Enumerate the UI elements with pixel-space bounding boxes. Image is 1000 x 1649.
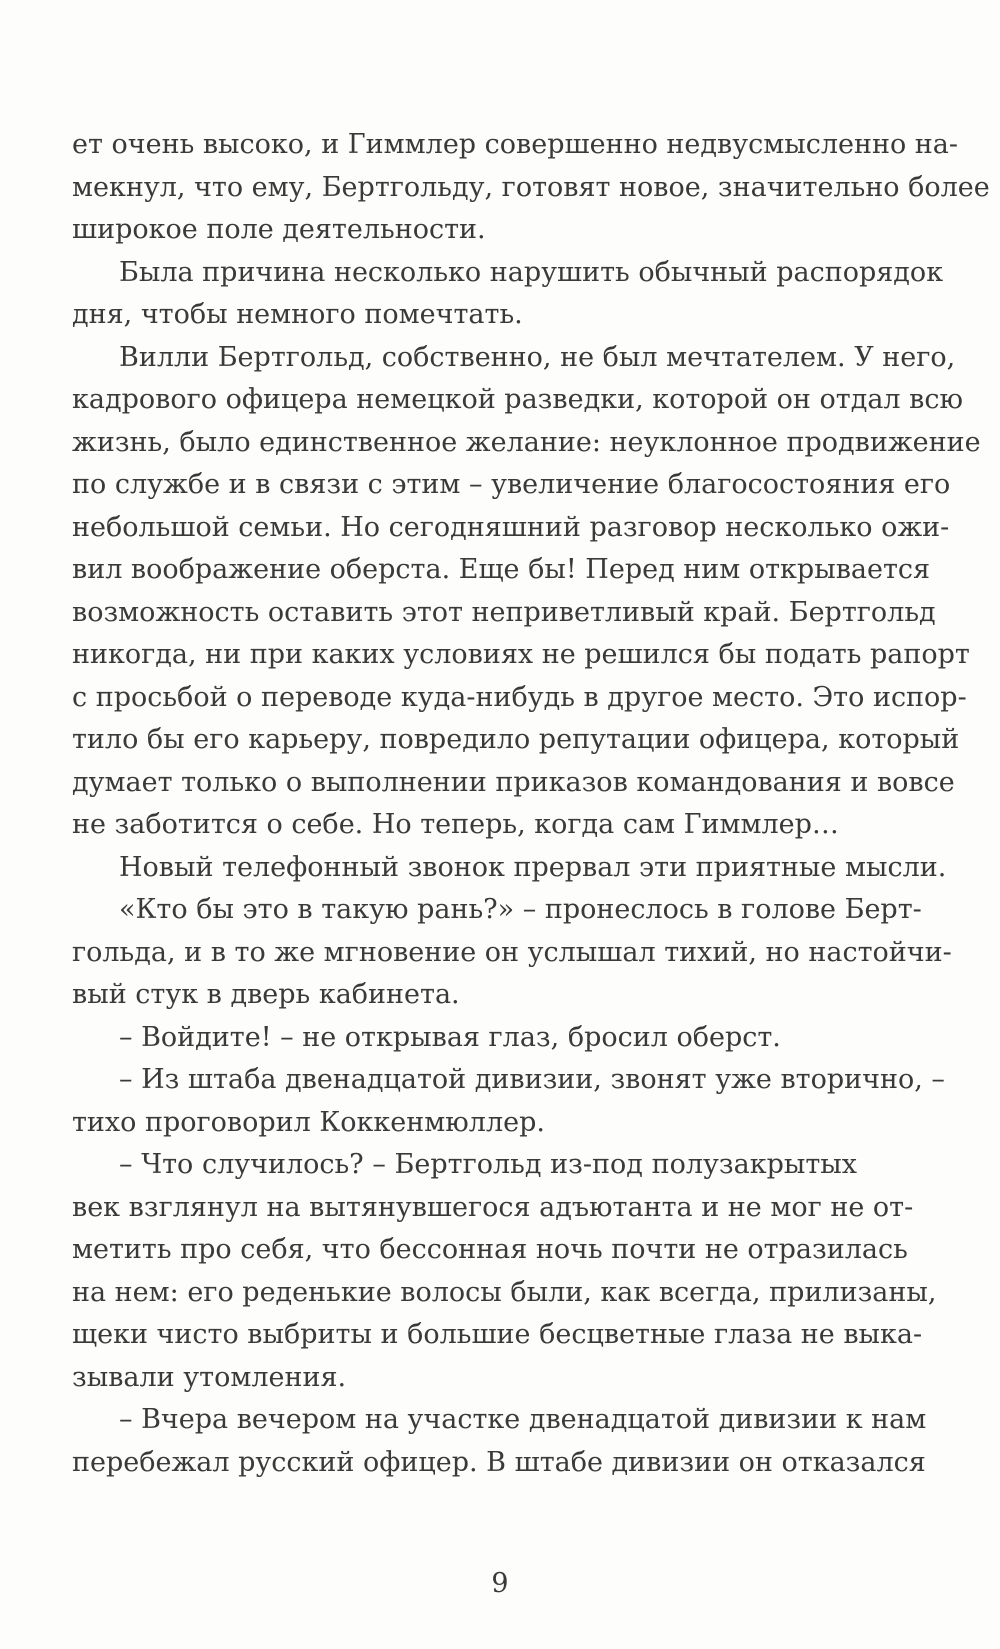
text-line: никогда, ни при каких условиях не решился бы подать рапорт [72, 639, 970, 670]
text-line: по службе и в связи с этим – увеличение благосостояния его [72, 469, 951, 500]
paragraph-first-line: «Кто бы это в такую рань?» – пронеслось в голове Берт- [119, 894, 922, 925]
text-line: зывали утомления. [72, 1361, 347, 1393]
text-line: перебежал русский офицер. В штабе дивизии он отказался [72, 1446, 926, 1478]
text-line: тило бы его карьеру, повредило репутации офицера, который [72, 724, 960, 755]
text-line: мекнул, что ему, Бертгольду, готовят новое, значительно более [72, 171, 990, 203]
text-line: не заботится о себе. Но теперь, когда сам Гиммлер… [72, 809, 839, 840]
text-line: ет очень высоко, и Гиммлер совершенно недвусмысленно на- [72, 129, 959, 160]
dialogue-line: – Войдите! – не открывая глаз, бросил оберст. [119, 1021, 781, 1053]
text-line: щеки чисто выбриты и большие бесцветные глаза не выка- [72, 1319, 923, 1350]
text-line: небольшой семьи. Но сегодняшний разговор несколько ожи- [72, 511, 950, 543]
text-line: гольда, и в то же мгновение он услышал тихий, но настойчи- [72, 936, 952, 968]
text-line: дня, чтобы немного помечтать. [72, 299, 523, 330]
text-line: возможность оставить этот неприветливый край. Бертгольд [72, 596, 936, 628]
paragraph-first-line: Новый телефонный звонок прервал эти приятные мысли. [119, 851, 947, 883]
page-number: 9 [491, 1568, 509, 1599]
text-line: кадрового офицера немецкой разведки, которой он отдал всю [72, 384, 963, 415]
dialogue-line: – Что случилось? – Бертгольд из-под полузакрытых [119, 1149, 857, 1180]
text-line: век взглянул на вытянувшегося адъютанта и не мог не от- [72, 1191, 914, 1223]
text-line: вил воображение оберста. Еще бы! Перед ним открывается [72, 554, 931, 585]
text-line: с просьбой о переводе куда-нибудь в другое место. Это испор- [72, 681, 967, 713]
text-line: вый стук в дверь кабинета. [72, 979, 460, 1010]
text-line: тихо проговорил Коккенмюллер. [72, 1106, 545, 1138]
text-line: метить про себя, что бессонная ночь почти не отразилась [72, 1234, 908, 1265]
body-text [72, 124, 990, 1484]
text-line: на нем: его реденькие волосы были, как всегда, прилизаны, [72, 1276, 937, 1308]
dialogue-line: – Из штаба двенадцатой дивизии, звонят уже вторично, – [119, 1064, 945, 1095]
paragraph-first-line: Была причина несколько нарушить обычный распорядок [119, 256, 944, 288]
dialogue-line: – Вчера вечером на участке двенадцатой дивизии к нам [119, 1404, 927, 1435]
text-line: широкое поле деятельности. [72, 214, 486, 245]
text-line: жизнь, было единственное желание: неуклонное продвижение [72, 426, 981, 458]
paragraph-first-line: Вилли Бертгольд, собственно, не был мечтателем. У него, [119, 341, 956, 373]
text-line: думает только о выполнении приказов командования и вовсе [72, 766, 955, 798]
